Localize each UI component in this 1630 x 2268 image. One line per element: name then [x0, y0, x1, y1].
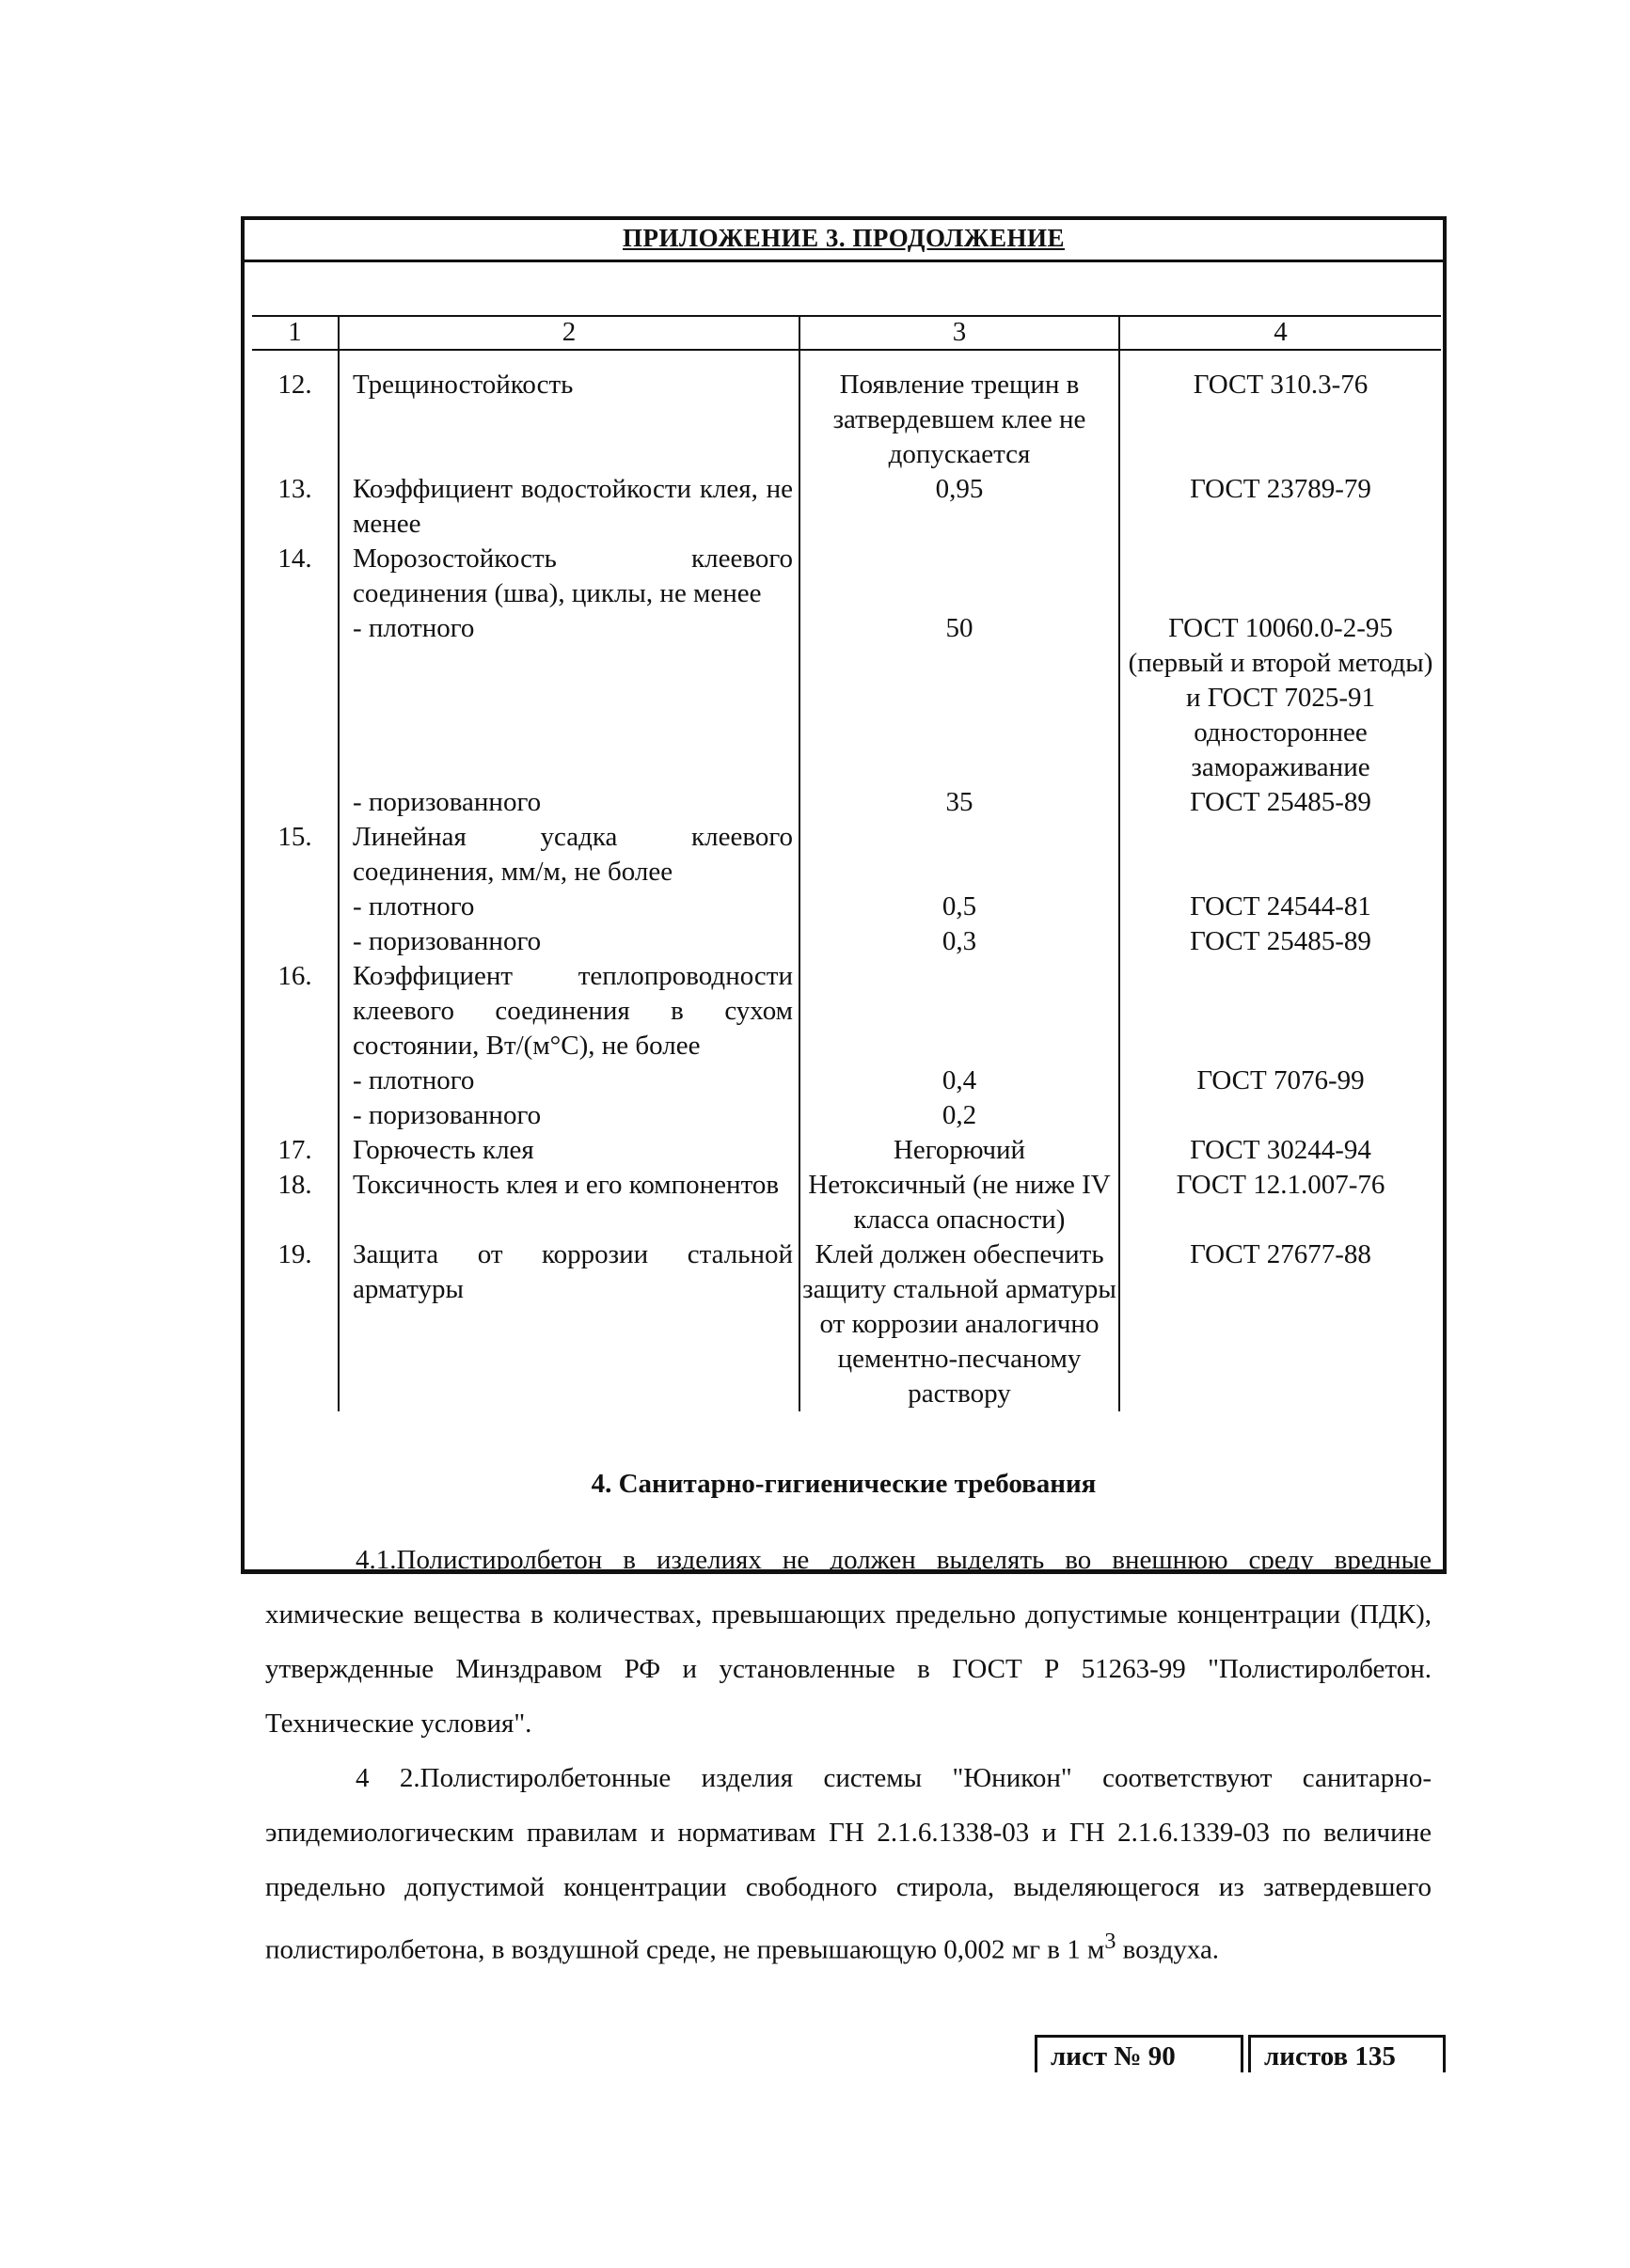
test-standard: ГОСТ 10060.0-2-95 (первый и второй методы) и ГОСТ 7025-91 одностороннее замораживание — [1119, 611, 1441, 785]
property-value: Негорючий — [799, 1133, 1119, 1168]
superscript: 3 — [1104, 1929, 1116, 1954]
property-value — [799, 820, 1119, 890]
row-number: 14. — [277, 543, 312, 574]
paragraph-tail: воздуха. — [1116, 1934, 1220, 1965]
property-name: Коэффициент теплопроводности клеевого соединения в сухом состоянии, Вт/(м°С), не более — [339, 959, 799, 1063]
table-row — [252, 472, 1441, 542]
column-header: 2 — [339, 316, 799, 350]
property-value: 50 — [799, 611, 1119, 785]
property-name: - поризованного — [339, 1098, 799, 1133]
row-number: 13. — [277, 474, 312, 504]
paragraph-text: 4 2.Полистиролбетонные изделия системы "Юникон" соответствуют санитарно-эпидемиологическим правилам и нормативам ГН 2.1.6.1338-03 и ГН 2.1.6.1339-03 по величине предельно допустимой концентрации свободного стирола, выделяющегося из затвердевшего полистиролбетона, в воздушной среде, не превышающую 0,002 мг в 1 м — [265, 1763, 1432, 1965]
property-value — [799, 542, 1119, 611]
table-row — [252, 542, 1441, 611]
test-standard: ГОСТ 25485-89 — [1119, 924, 1441, 959]
test-standard: ГОСТ 25485-89 — [1119, 785, 1441, 820]
paragraph-text: 4.1.Полистиролбетон в изделиях не должен выделять во внешнюю среду вредные химические вещества в количествах, превышающих предельно допустимые концентрации (ПДК), утвержденные Минздравом РФ и установленные в ГОСТ Р 51263-99 "Полистиролбетон. Технические условия". — [265, 1545, 1432, 1739]
property-name: - поризованного — [339, 924, 799, 959]
property-name: Коэффициент водостойкости клея, не менее — [339, 472, 799, 542]
test-standard: ГОСТ 7076-99 — [1119, 1063, 1441, 1098]
row-number: 12. — [277, 370, 312, 400]
row-number — [252, 1063, 339, 1098]
property-name: Горючесть клея — [339, 1133, 799, 1168]
property-name: Линейная усадка клеевого соединения, мм/м, не более — [339, 820, 799, 890]
page-header — [245, 220, 1443, 262]
test-standard — [1119, 542, 1441, 611]
property-name: Морозостойкость клеевого соединения (шва), циклы, не менее — [339, 542, 799, 611]
test-standard: ГОСТ 30244-94 — [1119, 1133, 1441, 1168]
property-value: Появление трещин в затвердевшем клее не допускается — [799, 368, 1119, 472]
test-standard — [1119, 1098, 1441, 1133]
row-number — [252, 785, 339, 820]
column-header: 3 — [799, 316, 1119, 350]
column-header: 4 — [1119, 316, 1441, 350]
row-number: 16. — [277, 961, 312, 991]
table-row — [252, 890, 1441, 924]
test-standard: ГОСТ 12.1.007-76 — [1119, 1168, 1441, 1237]
section-title: 4. Санитарно-гигиенические требования — [591, 1469, 1097, 1499]
table-row — [252, 1133, 1441, 1168]
row-number: 17. — [277, 1135, 312, 1165]
table-row — [252, 1063, 1441, 1098]
test-standard: ГОСТ 27677-88 — [1119, 1237, 1441, 1411]
table-row — [252, 1098, 1441, 1133]
property-value — [799, 959, 1119, 1063]
sheet-number-stamp: лист № 90 — [1035, 2035, 1243, 2072]
paragraph-4-1 — [265, 1533, 1432, 1751]
row-number — [252, 1098, 339, 1133]
property-value: 0,2 — [799, 1098, 1119, 1133]
property-name: Токсичность клея и его компонентов — [339, 1168, 799, 1237]
property-name: - плотного — [339, 611, 799, 785]
property-value: 35 — [799, 785, 1119, 820]
property-name: Трещиностойкость — [339, 368, 799, 472]
table-row — [252, 1168, 1441, 1237]
table-header-row — [252, 316, 1441, 350]
page-frame — [241, 216, 1447, 1574]
paragraph-4-2 — [265, 1751, 1432, 1977]
test-standard: ГОСТ 23789-79 — [1119, 472, 1441, 542]
property-value: 0,95 — [799, 472, 1119, 542]
table-row — [252, 959, 1441, 1063]
sheet-count-stamp: листов 135 — [1248, 2035, 1446, 2072]
property-value: Нетоксичный (не ниже IV класса опасности) — [799, 1168, 1119, 1237]
table-row — [252, 924, 1441, 959]
test-standard — [1119, 820, 1441, 890]
property-value: 0,5 — [799, 890, 1119, 924]
test-standard: ГОСТ 310.3-76 — [1119, 368, 1441, 472]
test-standard — [1119, 959, 1441, 1063]
property-name: - плотного — [339, 1063, 799, 1098]
table-row — [252, 820, 1441, 890]
column-header: 1 — [252, 316, 339, 350]
appendix-title: ПРИЛОЖЕНИЕ 3. ПРОДОЛЖЕНИЕ — [623, 224, 1065, 252]
table-row — [252, 1237, 1441, 1411]
property-value: 0,3 — [799, 924, 1119, 959]
property-name: - поризованного — [339, 785, 799, 820]
property-value: 0,4 — [799, 1063, 1119, 1098]
test-standard: ГОСТ 24544-81 — [1119, 890, 1441, 924]
property-name: - плотного — [339, 890, 799, 924]
property-name: Защита от коррозии стальной арматуры — [339, 1237, 799, 1411]
property-value: Клей должен обеспечить защиту стальной арматуры от коррозии аналогично цементно-песчаному раствору — [799, 1237, 1119, 1411]
row-number — [252, 611, 339, 785]
row-number: 15. — [277, 822, 312, 852]
requirements-table — [252, 315, 1441, 1411]
table-row — [252, 785, 1441, 820]
table-row — [252, 611, 1441, 785]
row-number: 19. — [277, 1239, 312, 1269]
row-number — [252, 890, 339, 924]
row-number: 18. — [277, 1170, 312, 1200]
table-row — [252, 368, 1441, 472]
row-number — [252, 924, 339, 959]
